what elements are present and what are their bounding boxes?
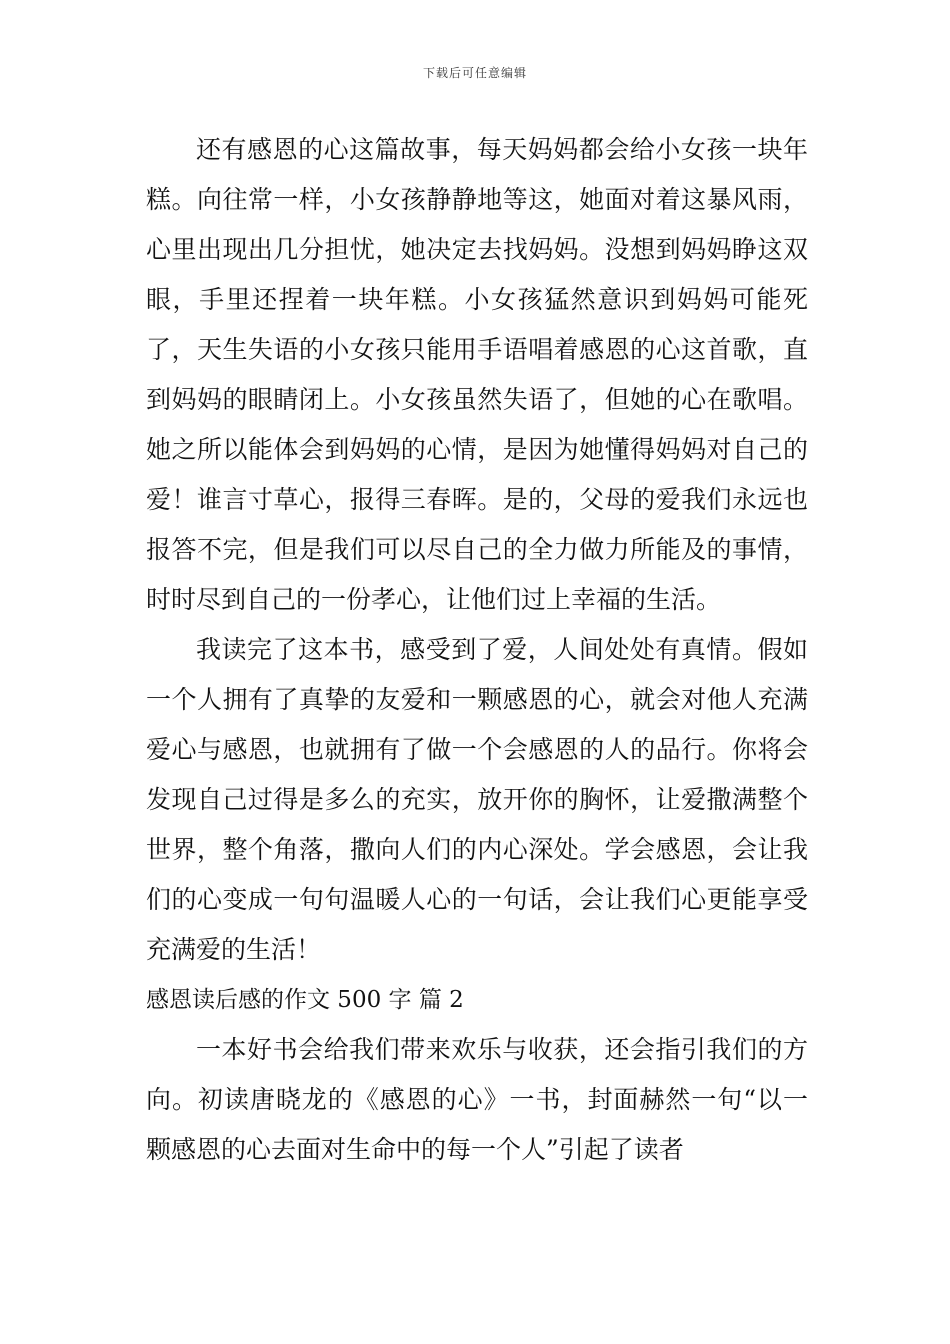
paragraph-story: 还有感恩的心这篇故事，每天妈妈都会给小女孩一块年糕。向往常一样，小女孩静静地等这，她面对着这暴风雨，心里出现出几分担忧，她决定去找妈妈。没想到妈妈睁这双眼，手里还捏着一块年糕。小女孩猛然意识到妈妈可能死了，天生失语的小女孩只能用手语唱着感恩的心这首歌，直到妈妈的眼睛闭上。小女孩虽然失语了，但她的心在歌唱。她之所以能体会到妈妈的心情，是因为她懂得妈妈对自己的爱！谁言寸草心，报得三春晖。是的，父母的爱我们永远也报答不完，但是我们可以尽自己的全力做力所能及的事情，时时尽到自己的一份孝心，让他们过上幸福的生活。	[146, 135, 808, 614]
paragraph-section-2-intro: 一本好书会给我们带来欢乐与收获，还会指引我们的方向。初读唐晓龙的《感恩的心》一书，封面赫然一句“以一颗感恩的心去面对生命中的每一个人”引起了读者	[146, 1035, 808, 1164]
section-heading: 感恩读后感的作文 500 字 篇 2	[146, 987, 464, 1013]
paragraph-reflection: 我读完了这本书，感受到了爱，人间处处有真情。假如一个人拥有了真挚的友爱和一颗感恩的心，就会对他人充满爱心与感恩，也就拥有了做一个会感恩的人的品行。你将会发现自己过得是多么的充实，放开你的胸怀，让爱撒满整个世界，整个角落，撒向人们的内心深处。学会感恩，会让我们的心变成一句句温暖人心的一句话，会让我们心更能享受充满爱的生活！	[146, 635, 808, 964]
document-body	[146, 125, 808, 1175]
page-header-note: 下载后可任意编辑	[422, 66, 527, 80]
